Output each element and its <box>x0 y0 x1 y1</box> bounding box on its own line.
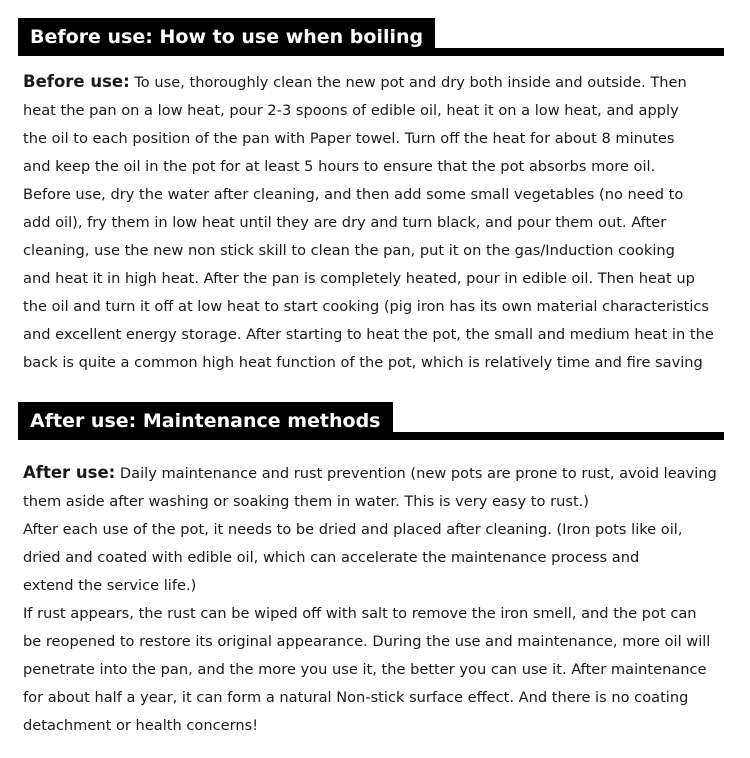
paragraph-line: them aside after washing or soaking them in water. This is very easy to rust.) <box>23 493 589 510</box>
line-text: To use, thoroughly clean the new pot and dry both inside and outside. Then <box>129 74 687 91</box>
before-use-paragraph <box>23 68 729 377</box>
paragraph-line: penetrate into the pan, and the more you use it, the better you can use it. After maintenance <box>23 661 707 678</box>
paragraph-line: the oil to each position of the pan with Paper towel. Turn off the heat for about 8 minutes <box>23 130 675 147</box>
paragraph-line: cleaning, use the new non stick skill to clean the pan, put it on the gas/Induction cooking <box>23 242 675 259</box>
paragraph-line: and keep the oil in the pot for at least 5 hours to ensure that the pot absorbs more oil. <box>23 158 656 175</box>
line-text: Daily maintenance and rust prevention (new pots are prone to rust, avoid leaving <box>115 465 717 482</box>
paragraph-line: for about half a year, it can form a natural Non-stick surface effect. And there is no coating <box>23 689 689 706</box>
paragraph-line: and excellent energy storage. After starting to heat the pot, the small and medium heat in the <box>23 326 714 343</box>
after-use-paragraph <box>23 459 729 740</box>
section-title: After use: Maintenance methods <box>18 402 393 440</box>
lead-label: After use: <box>23 463 116 482</box>
section-header-before-use <box>18 18 724 56</box>
paragraph-line: If rust appears, the rust can be wiped off with salt to remove the iron smell, and the pot can <box>23 605 697 622</box>
paragraph-line: the oil and turn it off at low heat to start cooking (pig iron has its own material characteristics <box>23 298 710 315</box>
paragraph-line <box>23 459 729 488</box>
paragraph-line: and heat it in high heat. After the pan is completely heated, pour in edible oil. Then heat up <box>23 270 695 287</box>
section-title: Before use: How to use when boiling <box>18 18 435 56</box>
paragraph-line: extend the service life.) <box>23 577 197 594</box>
paragraph-line: heat the pan on a low heat, pour 2-3 spoons of edible oil, heat it on a low heat, and apply <box>23 102 679 119</box>
paragraph-line: back is quite a common high heat function of the pot, which is relatively time and fire saving <box>23 354 703 371</box>
paragraph-line <box>23 68 729 97</box>
paragraph-line: After each use of the pot, it needs to be dried and placed after cleaning. (Iron pots like oil, <box>23 521 683 538</box>
paragraph-line: be reopened to restore its original appearance. During the use and maintenance, more oil will <box>23 633 711 650</box>
paragraph-line: detachment or health concerns! <box>23 717 259 734</box>
lead-label: Before use: <box>23 72 130 91</box>
section-header-after-use <box>18 402 724 440</box>
paragraph-line: dried and coated with edible oil, which can accelerate the maintenance process and <box>23 549 640 566</box>
paragraph-line: add oil), fry them in low heat until they are dry and turn black, and pour them out. After <box>23 214 667 231</box>
paragraph-line: Before use, dry the water after cleaning, and then add some small vegetables (no need to <box>23 186 684 203</box>
